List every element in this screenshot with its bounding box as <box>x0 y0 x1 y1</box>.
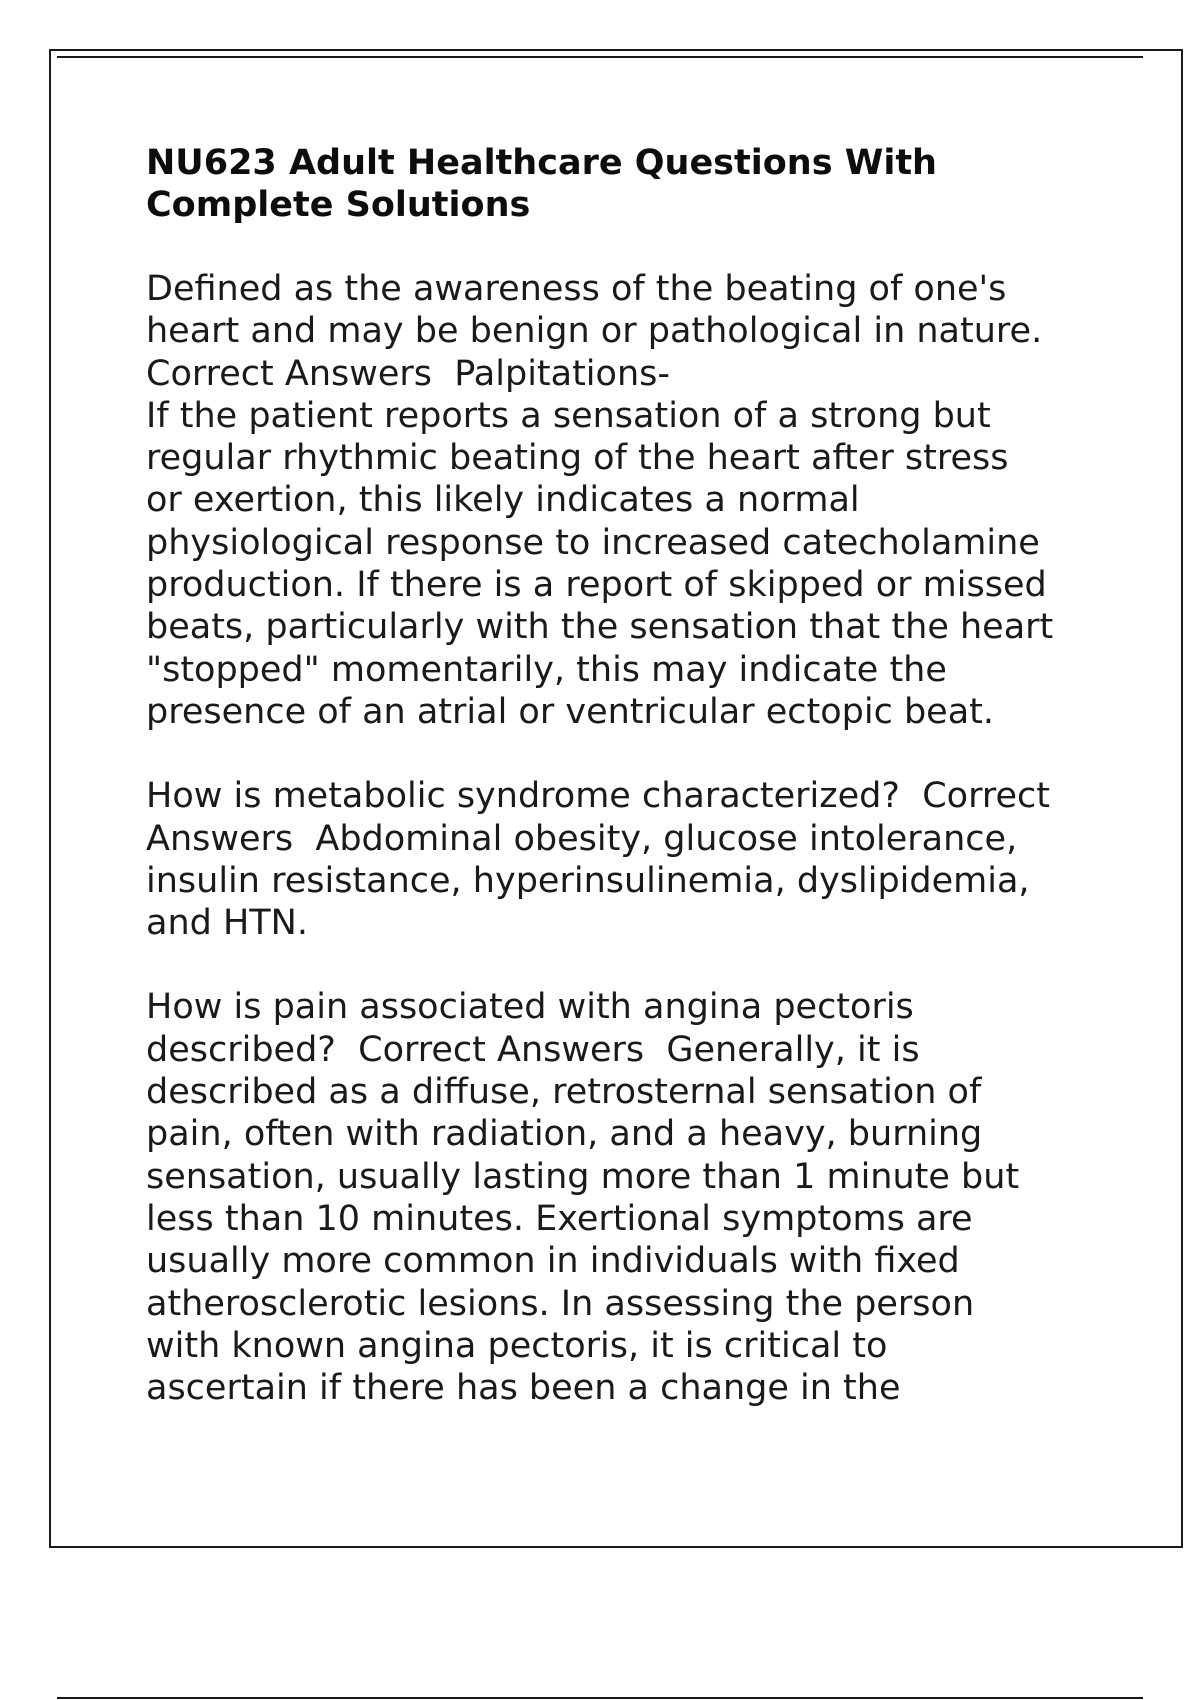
bottom-divider <box>57 1697 1143 1699</box>
qa-entry-metabolic-syndrome: How is metabolic syndrome characterized? Correct Answers Abdominal obesity, glucose intolerance, insulin resistance, hyperinsulinemia, dyslipidemia, and HTN. <box>146 776 1050 944</box>
document-body <box>146 142 1106 1409</box>
document-title: NU623 Adult Healthcare Questions With Complete Solutions <box>146 143 937 225</box>
qa-entry-palpitations: Defined as the awareness of the beating of one's heart and may be benign or pathological in nature. Correct Answers Palpitations- If the patient reports a sensation of a strong but regular rhythmic beating of the heart after stress or exertion, this likely indicates a normal physiological response to increased catecholamine production. If there is a report of skipped or missed beats, particularly with the sensation that the heart "stopped" momentarily, this may indicate the presence of an atrial or ventricular ectopic beat. <box>146 269 1054 732</box>
qa-entry-angina-pain: How is pain associated with angina pectoris described? Correct Answers Generally, it is described as a diffuse, retrosternal sensation of pain, often with radiation, and a heavy, burning sensation, usually lasting more than 1 minute but less than 10 minutes. Exertional symptoms are usually more common in individuals with fixed atherosclerotic lesions. In assessing the person with known angina pectoris, it is critical to ascertain if there has been a change in the <box>146 987 1020 1409</box>
top-divider <box>57 56 1143 58</box>
